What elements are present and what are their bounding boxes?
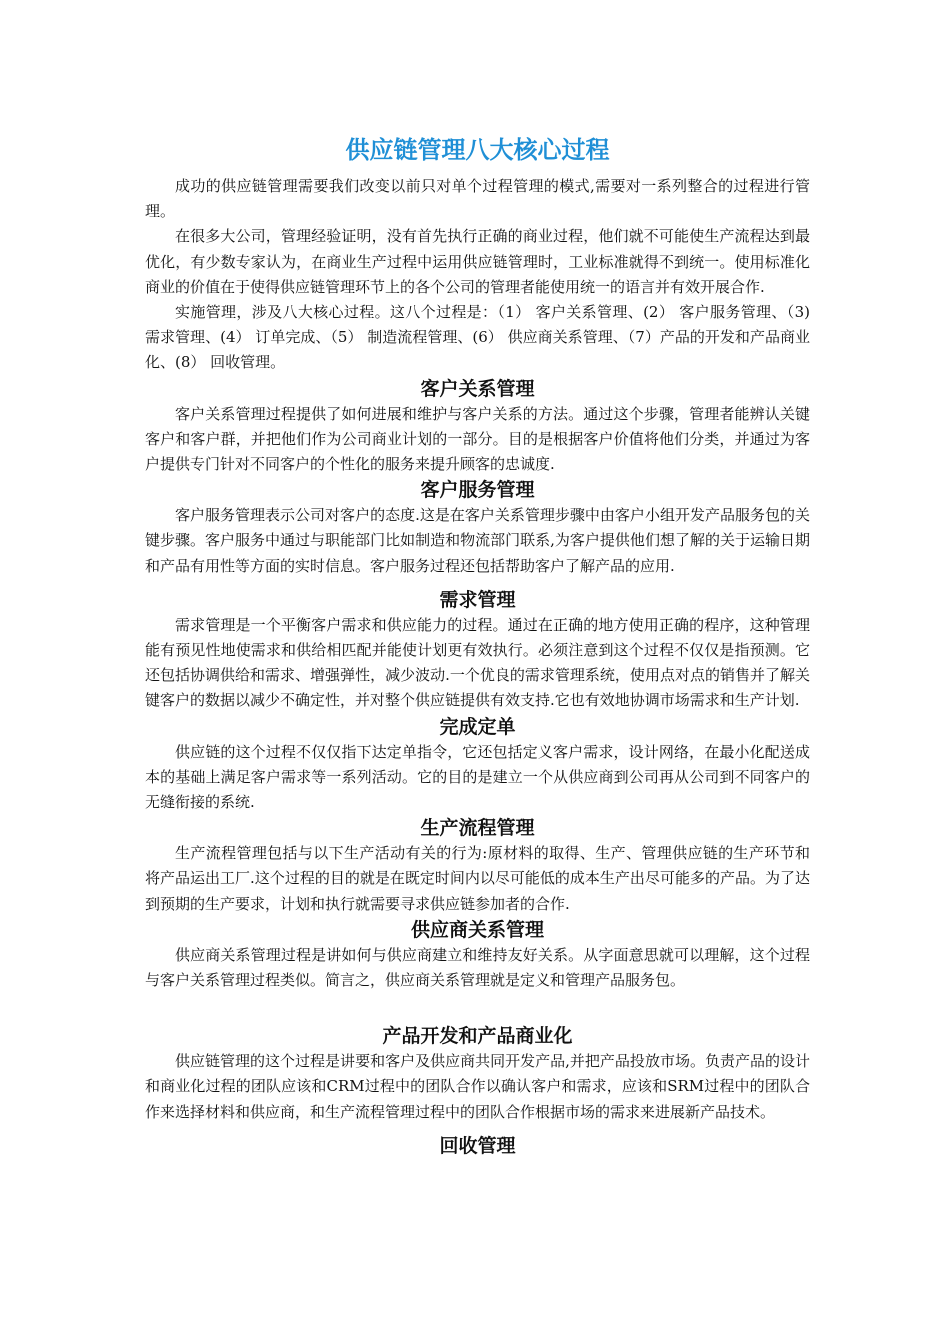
- section-heading-manufacturing: 生产流程管理: [420, 817, 535, 840]
- spacer: [145, 579, 810, 587]
- section-heading-order-fulfillment: 完成定单: [439, 715, 516, 738]
- section-heading-product-development: 产品开发和产品商业化: [382, 1025, 573, 1048]
- spacer: [145, 1125, 810, 1133]
- section-heading-customer-relationship: 客户关系管理: [420, 377, 535, 400]
- intro-paragraph: 实施管理，涉及八大核心过程。这八个过程是：（1） 客户关系管理、(2） 客户服务管理、（3) 需求管理、(4） 订单完成、（5） 制造流程管理、(6） 供应商关系管理、（7）产品的开发和产品商业化、(8） 回收管理。: [145, 303, 810, 372]
- section-body-manufacturing: 生产流程管理包括与以下生产活动有关的行为:原材料的取得、生产、管理供应链的生产环节和将产品运出工厂.这个过程的目的就是在既定时间内以尽可能低的成本生产出尽可能多的产品。为了达到预期的生产要求，计划和执行就需要寻求供应链参加者的合作.: [145, 844, 810, 913]
- intro-paragraph: 在很多大公司，管理经验证明，没有首先执行正确的商业过程，他们就不可能使生产流程达到最优化，有少数专家认为，在商业生产过程中运用供应链管理时，工业标准就得不到统一。使用标准化商业的价值在于使得供应链管理环节上的各个公司的管理者能使用统一的语言并有效开展合作.: [145, 227, 810, 296]
- section-heading-supplier-relationship: 供应商关系管理: [410, 918, 544, 941]
- section-heading-customer-service: 客户服务管理: [420, 479, 535, 502]
- section-heading-returns: 回收管理: [439, 1134, 516, 1157]
- section-body-supplier-relationship: 供应商关系管理过程是讲如何与供应商建立和维持友好关系。从字面意思就可以理解，这个过程与客户关系管理过程类似。简言之，供应商关系管理就是定义和管理产品服务包。: [145, 945, 810, 990]
- spacer: [145, 993, 810, 1023]
- intro-paragraph: 成功的供应链管理需要我们改变以前只对单个过程管理的模式,需要对一系列整合的过程进行管理。: [145, 177, 810, 221]
- document-body: [145, 132, 810, 1159]
- section-heading-demand: 需求管理: [439, 588, 516, 611]
- section-body-customer-service: 客户服务管理表示公司对客户的态度.这是在客户关系管理步骤中由客户小组开发产品服务包的关键步骤。客户服务中通过与职能部门比如制造和物流部门联系,为客户提供他们想了解的关于运输日期和产品有用性等方面的实时信息。客户服务过程还包括帮助客户了解产品的应用.: [145, 506, 810, 575]
- document-title: 供应链管理八大核心过程: [345, 136, 610, 164]
- section-body-customer-relationship: 客户关系管理过程提供了如何进展和维护与客户关系的方法。通过这个步骤，管理者能辨认关键客户和客户群，并把他们作为公司商业计划的一部分。目的是根据客户价值将他们分类，并通过为客户提供专门针对不同客户的个性化的服务来提升顾客的忠诚度.: [145, 404, 810, 474]
- section-body-product-development: 供应链管理的这个过程是讲要和客户及供应商共同开发产品,并把产品投放市场。负责产品的设计和商业化过程的团队应该和CRM过程中的团队合作以确认客户和需求，应该和SRM过程中的团队合作来选择材料和供应商，和生产流程管理过程中的团队合作根据市场的需求来进展新产品技术。: [145, 1052, 810, 1121]
- section-body-demand: 需求管理是一个平衡客户需求和供应能力的过程。通过在正确的地方使用正确的程序，这种管理能有预见性地使需求和供给相匹配并能使计划更有效执行。必须注意到这个过程不仅仅是指预测。它还包括协调供给和需求、增强弹性，减少波动.一个优良的需求管理系统，使用点对点的销售并了解关键客户的数据以减少不确定性，并对整个供应链提供有效支持.它也有效地协调市场需求和生产计划.: [145, 615, 810, 710]
- section-body-order-fulfillment: 供应链的这个过程不仅仅指下达定单指令，它还包括定义客户需求，设计网络，在最小化配送成本的基础上满足客户需求等一系列活动。它的目的是建立一个从供应商到公司再从公司到不同客户的无缝衔接的系统.: [145, 742, 810, 812]
